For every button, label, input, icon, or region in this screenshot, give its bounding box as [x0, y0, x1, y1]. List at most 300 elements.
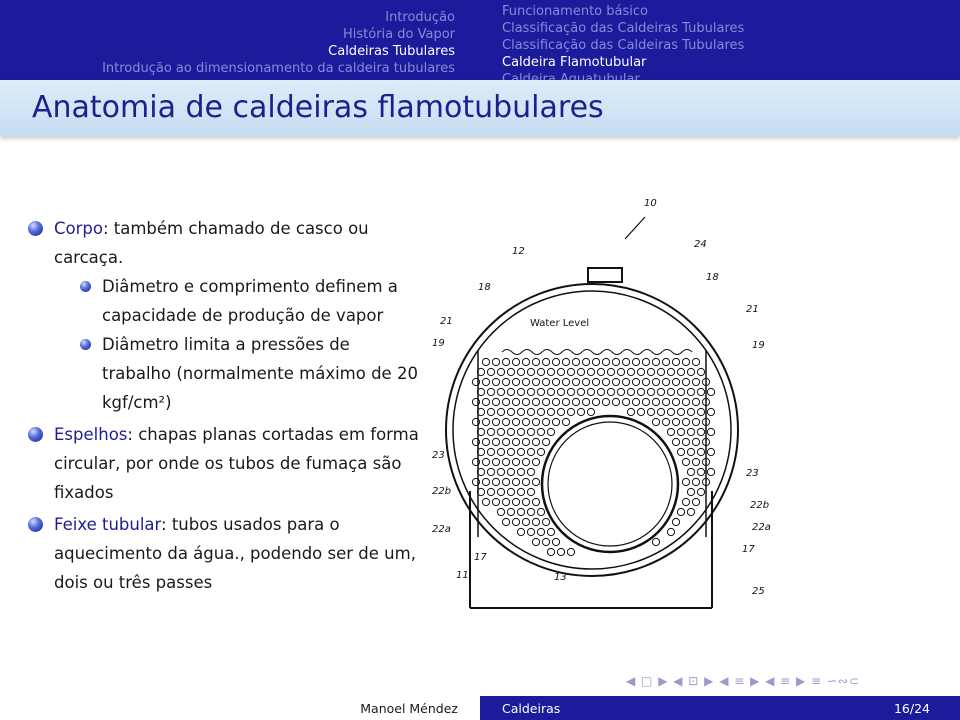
tube-hole: [637, 368, 644, 375]
tube-hole: [582, 358, 589, 365]
figure-label: 18: [478, 282, 491, 293]
nav-link-introducao[interactable]: Introdução: [385, 10, 455, 25]
tube-hole: [542, 358, 549, 365]
tube-hole: [542, 538, 549, 545]
tube-hole: [612, 398, 619, 405]
tube-hole: [527, 488, 534, 495]
tube-hole: [487, 388, 494, 395]
tube-hole: [597, 368, 604, 375]
tube-hole: [517, 428, 524, 435]
tube-hole: [707, 388, 714, 395]
tube-hole: [492, 398, 499, 405]
tube-hole: [632, 378, 639, 385]
tube-hole: [537, 448, 544, 455]
tube-hole: [522, 498, 529, 505]
tube-hole: [607, 368, 614, 375]
tube-hole: [507, 508, 514, 515]
tube-hole: [572, 378, 579, 385]
tube-hole: [692, 478, 699, 485]
tube-hole: [692, 398, 699, 405]
beamer-navigation-symbols[interactable]: ◀ □ ▶ ◀ ⊡ ▶ ◀ ≡ ▶ ◀ ≡ ▶ ≡ ∽∾⊂: [626, 674, 861, 688]
tube-hole: [517, 468, 524, 475]
tube-hole: [482, 378, 489, 385]
bullet-feixe-tubular: [28, 510, 423, 597]
tube-hole: [687, 368, 694, 375]
tube-hole: [592, 398, 599, 405]
text-espelhos: : chapas planas cortadas em forma circular, por onde os tubos de fumaça são fixados: [54, 425, 419, 502]
tube-hole: [552, 358, 559, 365]
figure-label: 10: [644, 198, 657, 209]
tube-hole: [697, 368, 704, 375]
tube-hole: [492, 378, 499, 385]
bullet-espelhos: [28, 420, 423, 507]
tube-hole: [522, 438, 529, 445]
ball-bullet-icon: [28, 221, 43, 236]
tube-hole: [657, 408, 664, 415]
tube-hole: [677, 388, 684, 395]
tube-hole: [627, 388, 634, 395]
tube-hole: [632, 358, 639, 365]
tube-hole: [517, 388, 524, 395]
tube-hole: [552, 378, 559, 385]
tube-hole: [667, 368, 674, 375]
tube-hole: [502, 498, 509, 505]
tube-hole: [592, 358, 599, 365]
tube-hole: [502, 478, 509, 485]
tube-hole: [577, 408, 584, 415]
tube-hole: [697, 388, 704, 395]
tube-hole: [522, 518, 529, 525]
figure-label: 22b: [432, 486, 452, 497]
tube-hole: [587, 388, 594, 395]
small-ball-bullet-icon: [80, 339, 91, 350]
tube-hole: [582, 378, 589, 385]
footer-short-title: Caldeiras: [502, 701, 561, 716]
tube-hole: [512, 398, 519, 405]
nav-link-classificacao-2[interactable]: Classificação das Caldeiras Tubulares: [502, 38, 745, 53]
tube-hole: [517, 508, 524, 515]
tube-hole: [592, 378, 599, 385]
figure-label: 23: [432, 450, 445, 461]
ball-bullet-icon: [28, 427, 43, 442]
tube-hole: [582, 398, 589, 405]
tube-hole: [542, 418, 549, 425]
tube-hole: [522, 418, 529, 425]
tube-hole: [662, 378, 669, 385]
tube-hole: [502, 358, 509, 365]
tube-hole: [652, 398, 659, 405]
tube-hole: [557, 388, 564, 395]
tube-hole: [677, 448, 684, 455]
figure-label: 19: [432, 338, 445, 349]
tube-hole: [537, 508, 544, 515]
tube-hole: [692, 438, 699, 445]
term-feixe-tubular: Feixe tubular: [54, 515, 162, 534]
tube-hole: [697, 428, 704, 435]
tube-hole: [677, 508, 684, 515]
tube-hole: [652, 358, 659, 365]
tube-hole: [567, 388, 574, 395]
tube-hole: [547, 388, 554, 395]
tube-hole: [487, 488, 494, 495]
tube-hole: [587, 408, 594, 415]
figure-label: 12: [512, 246, 525, 257]
tube-hole: [672, 438, 679, 445]
figure-label: 11: [456, 570, 469, 581]
tube-hole: [567, 368, 574, 375]
figure-label: 23: [746, 468, 759, 479]
tube-hole: [557, 548, 564, 555]
tube-hole: [707, 408, 714, 415]
tube-hole: [507, 368, 514, 375]
tube-hole: [522, 458, 529, 465]
tube-hole: [707, 448, 714, 455]
tube-hole: [602, 398, 609, 405]
tube-hole: [622, 358, 629, 365]
tube-hole: [482, 498, 489, 505]
tube-hole: [537, 388, 544, 395]
tube-hole: [672, 418, 679, 425]
figure-label: 24: [694, 239, 707, 250]
figure-label: 25: [752, 586, 765, 597]
tube-hole: [672, 378, 679, 385]
tube-hole: [522, 398, 529, 405]
tube-hole: [662, 398, 669, 405]
tube-hole: [512, 478, 519, 485]
tube-hole: [682, 418, 689, 425]
tube-hole: [507, 468, 514, 475]
tube-hole: [497, 388, 504, 395]
tube-hole: [667, 428, 674, 435]
figure-label: 17: [474, 552, 487, 563]
tube-hole: [507, 488, 514, 495]
figure-label: 18: [706, 272, 719, 283]
footer-page-number: 16/24: [893, 701, 930, 716]
tube-hole: [527, 368, 534, 375]
tube-hole: [707, 468, 714, 475]
tube-hole: [572, 398, 579, 405]
tube-hole: [517, 368, 524, 375]
tube-hole: [512, 498, 519, 505]
tube-hole: [507, 388, 514, 395]
small-ball-bullet-icon: [80, 281, 91, 292]
tube-hole: [497, 408, 504, 415]
sub-text-1: Diâmetro e comprimento definem a capacidade de produção de vapor: [102, 277, 398, 325]
tube-hole: [532, 418, 539, 425]
bullet-list: [28, 214, 423, 597]
tube-hole: [682, 438, 689, 445]
tube-hole: [647, 408, 654, 415]
tube-hole: [652, 378, 659, 385]
tube-hole: [642, 378, 649, 385]
tube-hole: [522, 478, 529, 485]
top-navigation-bar: [0, 0, 960, 80]
tube-hole: [642, 358, 649, 365]
tube-hole: [567, 408, 574, 415]
tube-hole: [587, 368, 594, 375]
tube-hole: [682, 358, 689, 365]
tube-hole: [622, 398, 629, 405]
tube-hole: [552, 418, 559, 425]
footer-title-box: [480, 696, 960, 720]
tube-hole: [502, 518, 509, 525]
tube-hole: [627, 408, 634, 415]
tube-hole: [502, 418, 509, 425]
tube-hole: [492, 438, 499, 445]
tube-hole: [657, 368, 664, 375]
tube-hole: [692, 358, 699, 365]
sub-bullet-diametro-pressao: [80, 330, 423, 417]
tube-hole: [512, 518, 519, 525]
tube-hole: [522, 378, 529, 385]
text-feixe-tubular: : tubos usados para o aquecimento da água., podendo ser de um, dois ou três passes: [54, 515, 416, 592]
tube-hole: [487, 468, 494, 475]
tube-hole: [487, 408, 494, 415]
tube-hole: [557, 368, 564, 375]
tube-hole: [547, 528, 554, 535]
tube-hole: [657, 388, 664, 395]
tube-hole: [627, 368, 634, 375]
tube-hole: [527, 388, 534, 395]
tube-hole: [687, 408, 694, 415]
tube-hole: [482, 478, 489, 485]
footer-author: Manoel Méndez: [360, 701, 458, 716]
tube-hole: [602, 358, 609, 365]
tube-hole: [502, 458, 509, 465]
tube-hole: [552, 538, 559, 545]
tube-hole: [692, 458, 699, 465]
figure-label: 22b: [750, 500, 770, 511]
tube-hole: [577, 388, 584, 395]
tube-hole: [687, 448, 694, 455]
tube-hole: [492, 478, 499, 485]
text-corpo: : também chamado de casco ou carcaça.: [54, 219, 369, 267]
tube-hole: [612, 358, 619, 365]
subsection-nav-list: [502, 3, 744, 88]
tube-hole: [697, 408, 704, 415]
tube-hole: [497, 508, 504, 515]
tube-hole: [492, 458, 499, 465]
figure-label: 21: [440, 316, 453, 327]
tube-hole: [507, 448, 514, 455]
tube-hole: [517, 488, 524, 495]
figure-label: 19: [752, 340, 765, 351]
tube-hole: [512, 418, 519, 425]
tube-hole: [552, 398, 559, 405]
section-nav-list: [102, 9, 455, 77]
tube-hole: [497, 468, 504, 475]
tube-hole: [527, 408, 534, 415]
tube-hole: [677, 368, 684, 375]
tube-hole: [487, 448, 494, 455]
tube-hole: [577, 368, 584, 375]
tube-hole: [662, 358, 669, 365]
tube-hole: [547, 428, 554, 435]
figure-label: 22a: [752, 522, 771, 533]
figure-label: 21: [746, 304, 759, 315]
tube-hole: [502, 398, 509, 405]
tube-hole: [547, 408, 554, 415]
figure-label: 13: [554, 572, 567, 583]
tube-hole: [487, 428, 494, 435]
tube-hole: [662, 418, 669, 425]
tube-hole: [532, 458, 539, 465]
tube-hole: [557, 408, 564, 415]
tube-hole: [492, 498, 499, 505]
water-level-label: Water Level: [530, 318, 590, 329]
tube-hole: [637, 388, 644, 395]
tube-hole: [537, 408, 544, 415]
tube-hole: [492, 418, 499, 425]
frame-title-bar: [0, 80, 960, 136]
nav-link-caldeiras-tubulares[interactable]: Caldeiras Tubulares: [328, 44, 455, 59]
tube-hole: [707, 428, 714, 435]
tube-hole: [687, 388, 694, 395]
tube-hole: [647, 388, 654, 395]
tube-hole: [697, 488, 704, 495]
tube-hole: [672, 398, 679, 405]
tube-hole: [562, 358, 569, 365]
boiler-cross-section-diagram: [430, 192, 780, 614]
tube-hole: [622, 378, 629, 385]
tube-hole: [527, 508, 534, 515]
tube-hole: [527, 528, 534, 535]
tube-hole: [542, 378, 549, 385]
tube-hole: [512, 358, 519, 365]
tube-hole: [502, 438, 509, 445]
tube-hole: [672, 358, 679, 365]
tube-hole: [642, 398, 649, 405]
tube-hole: [682, 498, 689, 505]
tube-hole: [497, 448, 504, 455]
ball-bullet-icon: [28, 517, 43, 532]
tube-hole: [522, 358, 529, 365]
tube-hole: [482, 398, 489, 405]
tube-hole: [537, 528, 544, 535]
tube-hole: [512, 378, 519, 385]
tube-hole: [652, 538, 659, 545]
tube-hole: [482, 358, 489, 365]
tube-hole: [537, 428, 544, 435]
tube-hole: [532, 358, 539, 365]
tube-hole: [532, 378, 539, 385]
tube-hole: [692, 418, 699, 425]
tube-hole: [687, 428, 694, 435]
footer-author-box: [0, 696, 480, 720]
tube-hole: [532, 538, 539, 545]
tube-hole: [562, 398, 569, 405]
tube-hole: [532, 498, 539, 505]
tube-hole: [532, 438, 539, 445]
tube-hole: [527, 468, 534, 475]
tube-hole: [617, 368, 624, 375]
tube-hole: [667, 528, 674, 535]
tube-hole: [682, 398, 689, 405]
tube-hole: [687, 508, 694, 515]
tube-hole: [547, 548, 554, 555]
slide-footer: [0, 696, 960, 720]
sub-text-2: Diâmetro limita a pressões de trabalho (normalmente máximo de 20 kgf/cm²): [102, 335, 418, 412]
tube-hole: [542, 518, 549, 525]
tube-hole: [532, 478, 539, 485]
tube-hole: [517, 408, 524, 415]
term-corpo: Corpo: [54, 219, 103, 238]
bullet-corpo: [28, 214, 423, 272]
tube-hole: [502, 378, 509, 385]
tube-hole: [517, 528, 524, 535]
tube-hole: [637, 408, 644, 415]
tube-hole: [672, 518, 679, 525]
tube-hole: [647, 368, 654, 375]
nav-link-classificacao-1[interactable]: Classificação das Caldeiras Tubulares: [502, 21, 745, 36]
tube-hole: [687, 488, 694, 495]
term-espelhos: Espelhos: [54, 425, 128, 444]
tube-hole: [517, 448, 524, 455]
tube-hole: [482, 458, 489, 465]
tube-hole: [607, 388, 614, 395]
tube-hole: [677, 408, 684, 415]
tube-hole: [697, 468, 704, 475]
tube-hole: [682, 478, 689, 485]
tube-hole: [542, 398, 549, 405]
tube-hole: [562, 378, 569, 385]
slide-title: Anatomia de caldeiras flamotubulares: [32, 90, 604, 125]
tube-hole: [532, 398, 539, 405]
tube-hole: [497, 488, 504, 495]
figure-label: 22a: [432, 524, 451, 535]
tube-hole: [497, 428, 504, 435]
sub-bullet-diametro-comprimento: [80, 272, 423, 330]
tube-hole: [682, 458, 689, 465]
tube-hole: [602, 378, 609, 385]
tube-hole: [542, 438, 549, 445]
tube-hole: [682, 378, 689, 385]
nav-link-caldeira-flamotubular[interactable]: Caldeira Flamotubular: [502, 55, 647, 70]
tube-hole: [612, 378, 619, 385]
tube-hole: [547, 368, 554, 375]
tube-hole: [527, 428, 534, 435]
tube-hole: [482, 418, 489, 425]
tube-hole: [482, 438, 489, 445]
figure-label: 17: [742, 544, 755, 555]
nav-link-dimensionamento[interactable]: Introdução ao dimensionamento da caldeira tubulares: [102, 61, 455, 76]
tube-hole: [527, 448, 534, 455]
tube-hole: [537, 368, 544, 375]
tube-hole: [617, 388, 624, 395]
tube-hole: [572, 358, 579, 365]
tube-hole: [512, 438, 519, 445]
tube-hole: [487, 368, 494, 375]
tube-hole: [697, 448, 704, 455]
nav-link-funcionamento-basico[interactable]: Funcionamento básico: [502, 4, 648, 19]
tube-hole: [652, 418, 659, 425]
tube-hole: [632, 398, 639, 405]
tube-hole: [692, 498, 699, 505]
tube-hole: [667, 408, 674, 415]
tube-hole: [567, 548, 574, 555]
tube-hole: [497, 368, 504, 375]
tube-hole: [562, 418, 569, 425]
tube-hole: [677, 428, 684, 435]
tube-hole: [507, 428, 514, 435]
tube-hole: [687, 468, 694, 475]
tube-hole: [597, 388, 604, 395]
tube-hole: [532, 518, 539, 525]
nav-link-historia-do-vapor[interactable]: História do Vapor: [342, 27, 455, 42]
tube-hole: [492, 358, 499, 365]
tube-hole: [667, 388, 674, 395]
tube-hole: [692, 378, 699, 385]
